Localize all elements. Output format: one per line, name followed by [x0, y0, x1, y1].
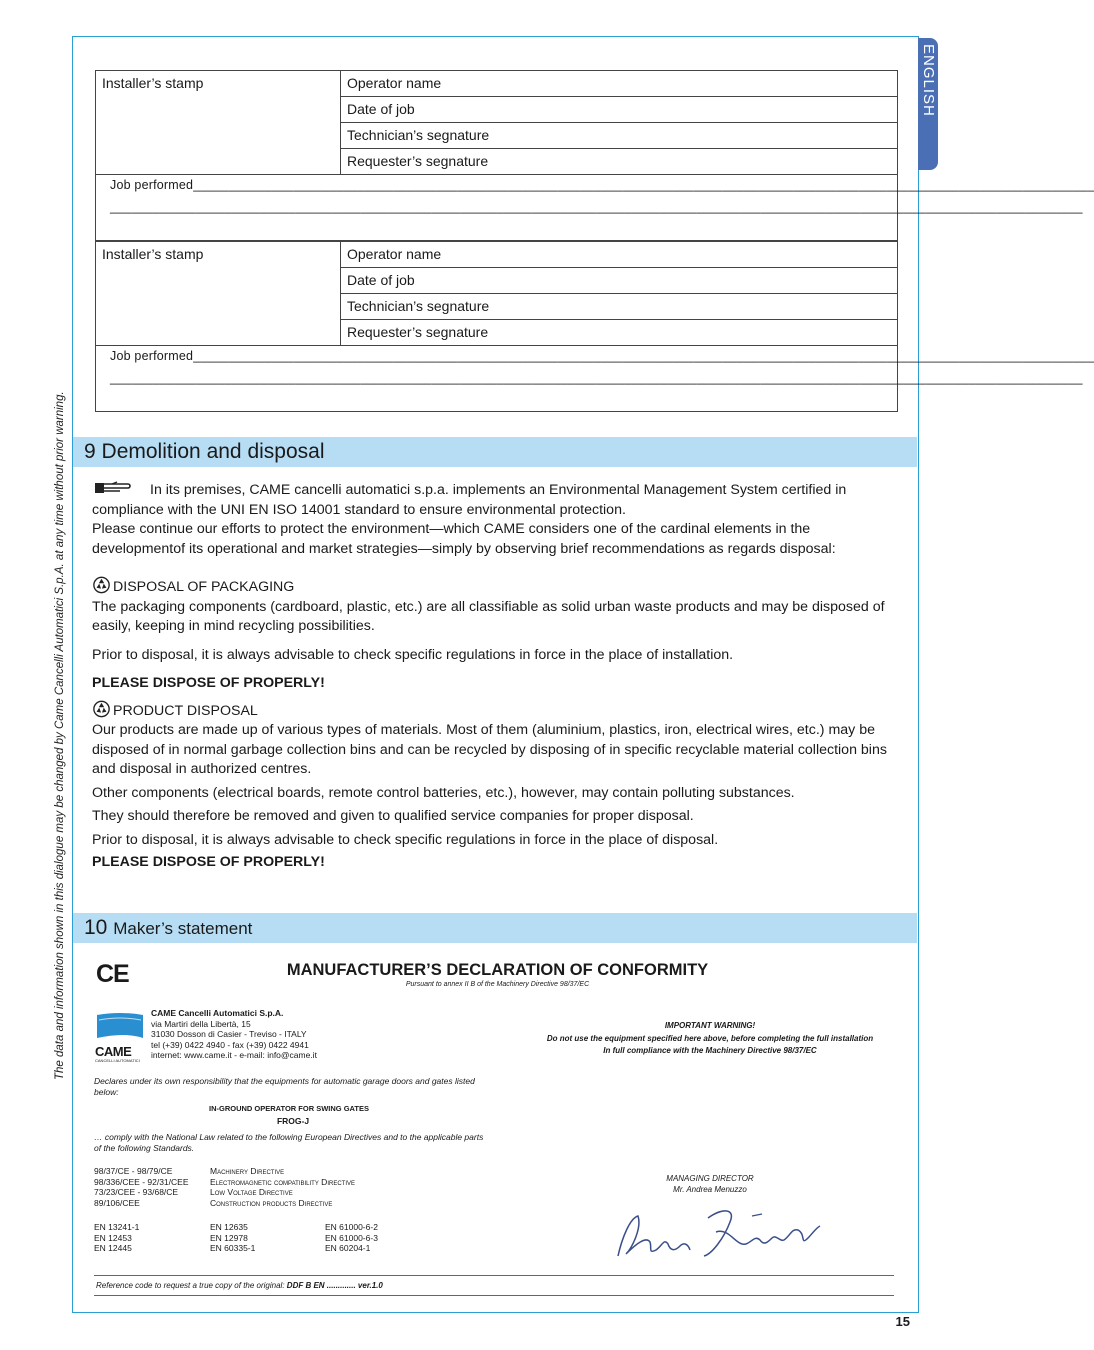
came-logo-subtext: CANCELLI AUTOMATICI: [95, 1057, 140, 1063]
directive-row: [94, 1187, 484, 1198]
job-performed-box-2[interactable]: [95, 344, 1094, 412]
recycle-icon: [92, 576, 111, 594]
product-heading-text: PRODUCT DISPOSAL: [113, 702, 258, 719]
maintenance-log-table-2: [95, 241, 898, 346]
section-9-title: Demolition and disposal: [101, 440, 325, 463]
recycle-icon: [92, 700, 111, 718]
came-logo-text: CAME: [95, 1043, 132, 1059]
company-phone: tel (+39) 0422 4940 - fax (+39) 0422 4941: [151, 1039, 309, 1050]
directive-row: [94, 1198, 484, 1209]
section-10-number: 10: [84, 916, 108, 939]
company-address-1: via Martiri della Libertà, 15: [151, 1018, 251, 1029]
job-performed-box-1[interactable]: [95, 173, 1094, 241]
directive-row: [94, 1166, 484, 1177]
standard-item: EN 12635: [210, 1222, 248, 1232]
warning-title: IMPORTANT WARNING!: [664, 1021, 756, 1030]
directive-code: 98/336/CEE - 92/31/CEE: [94, 1176, 189, 1187]
declaration-subtitle: Pursuant to annex II B of the Machinery Directive 98/37/EC: [405, 981, 590, 988]
signature: [612, 1198, 822, 1264]
came-logo: [95, 1012, 147, 1062]
intro-paragraph-2: Please continue our efforts to protect the environment—which CAME considers one of the cardinal elements in the developmentof its operational and market strategies—simply by observing brief recommendations as regards disposal:: [92, 521, 836, 557]
language-tab-label: ENGLISH: [920, 44, 937, 117]
packaging-text: The packaging components (cardboard, plastic, etc.) are all classifiable as solid urban waste products and may be disposed of easily, keeping in mind recycling possibilities.: [92, 598, 885, 634]
please-dispose-2: PLEASE DISPOSE OF PROPERLY!: [92, 854, 325, 870]
standard-item: EN 61000-6-3: [325, 1232, 378, 1243]
director-block: [610, 1174, 810, 1195]
directive-name: Construction products Directive: [210, 1197, 333, 1208]
technician-signature-field[interactable]: Technician’s segnature: [341, 123, 898, 149]
language-tab: [918, 38, 938, 170]
directives-list: [94, 1166, 484, 1208]
reference-label: Reference code to request a true copy of the original:: [96, 1281, 285, 1290]
installer-stamp-cell: Installer’s stamp: [96, 242, 341, 346]
reference-rule-bottom: [94, 1295, 894, 1296]
company-block: [151, 1008, 391, 1061]
intro-text-1: In its premises, CAME cancelli automatici s.p.a. implements an Environmental Management System certified in compliance with the UNI EN ISO 14001 standard to ensure environmental protection.: [92, 482, 847, 518]
company-name: CAME Cancelli Automatici S.p.A.: [151, 1008, 284, 1018]
side-disclaimer: The data and information shown in this dialogue may be changed by Came Cancelli Automatici S.p.A. at any time without prior warning.: [54, 391, 66, 1080]
packaging-heading: [92, 576, 900, 598]
operator-name-field[interactable]: Operator name: [341, 242, 898, 268]
intro-paragraph-1: [92, 481, 900, 520]
technician-signature-field[interactable]: Technician’s segnature: [341, 294, 898, 320]
job-performed-line: ______________________________________________________________________________________________________________________________: [193, 349, 1094, 363]
section-9-number: 9: [84, 440, 96, 463]
section-9-body: [92, 481, 900, 873]
standard-item: EN 12978: [210, 1232, 248, 1243]
ce-mark: CE: [96, 960, 129, 988]
job-performed-line-2: ________________________________________________________________________________________________________________________________________: [110, 371, 1083, 385]
job-performed-label: Job performed: [110, 178, 194, 192]
packaging-heading-text: DISPOSAL OF PACKAGING: [113, 579, 295, 595]
maintenance-log-table-1: [95, 70, 898, 175]
director-title: MANAGING DIRECTOR: [666, 1174, 754, 1183]
directive-name: Low Voltage Directive: [210, 1187, 293, 1197]
standard-item: EN 12453: [94, 1232, 132, 1243]
product-prior-text: Prior to disposal, it is always advisable to check specific regulations in force in the place of disposal.: [92, 831, 719, 848]
section-10-header: [73, 913, 917, 943]
product-removed-text: They should therefore be removed and given to qualified service companies for proper disposal.: [92, 808, 694, 824]
declaration-title: MANUFACTURER’S DECLARATION OF CONFORMITY: [286, 961, 709, 979]
standard-item: EN 60204-1: [325, 1243, 371, 1253]
operator-name-field[interactable]: Operator name: [341, 71, 898, 97]
standards-column-3: [325, 1222, 435, 1254]
date-of-job-field[interactable]: Date of job: [341, 97, 898, 123]
directive-code: 73/23/CEE - 93/68/CE: [94, 1187, 179, 1197]
job-performed-line-2: ________________________________________________________________________________________________________________________________________: [110, 200, 1083, 214]
directive-code: 89/106/CEE: [94, 1197, 140, 1208]
product-type: IN-GROUND OPERATOR FOR SWING GATES: [208, 1104, 369, 1113]
warning-line-1: Do not use the equipment specified here above, before completing the full installation: [546, 1033, 874, 1043]
requester-signature-field[interactable]: Requester’s segnature: [341, 149, 898, 175]
job-performed-label: Job performed: [110, 349, 194, 363]
product-heading: [92, 700, 900, 722]
standard-item: EN 60335-1: [210, 1243, 256, 1253]
reference-code: DDF B EN ............. ver.1.0: [286, 1281, 383, 1290]
reference-line: [96, 1281, 896, 1292]
requester-signature-field[interactable]: Requester’s segnature: [341, 320, 898, 346]
product-name: FROG-J: [276, 1116, 310, 1126]
came-logo-shape: [95, 1012, 145, 1042]
please-dispose-1: PLEASE DISPOSE OF PROPERLY!: [92, 675, 325, 691]
installer-stamp-cell: Installer’s stamp: [96, 71, 341, 175]
packaging-prior-text: Prior to disposal, it is always advisable to check specific regulations in force in the place of installation.: [92, 646, 734, 663]
declares-text: Declares under its own responsibility that the equipments for automatic garage doors and gates listed below:: [94, 1076, 475, 1097]
date-of-job-field[interactable]: Date of job: [341, 268, 898, 294]
standard-item: EN 13241-1: [94, 1222, 140, 1232]
company-address-2: 31030 Dosson di Casier - Treviso - ITALY: [151, 1029, 307, 1039]
directive-name: Machinery Directive: [210, 1166, 285, 1176]
standard-item: EN 61000-6-2: [325, 1222, 378, 1232]
standards-column-1: [94, 1222, 204, 1254]
product-text: Our products are made up of various types of materials. Most of them (aluminium, plastics, iron, electrical wires, etc.) may be disposed of in normal garbage collection bins and can be recycled by disposing of in specific recyclable material collection bins and disposal in authorized centres.: [92, 722, 887, 777]
job-performed-line: ______________________________________________________________________________________________________________________________: [193, 178, 1094, 192]
product-other-text: Other components (electrical boards, remote control batteries, etc.), however, may contain polluting substances.: [92, 784, 795, 801]
standards-column-2: [210, 1222, 320, 1254]
reference-rule-top: [94, 1275, 894, 1276]
pointing-hand-icon: [94, 481, 134, 495]
standard-item: EN 12445: [94, 1243, 132, 1253]
section-10-title: Maker’s statement: [113, 919, 253, 938]
director-name: Mr. Andrea Menuzzo: [673, 1184, 747, 1194]
directive-code: 98/37/CE - 98/79/CE: [94, 1166, 173, 1176]
directive-row: [94, 1177, 484, 1188]
page-number: 15: [895, 1314, 910, 1329]
directive-name: Electromagnetic compatibility Directive: [210, 1176, 355, 1187]
section-9-header: [73, 437, 917, 467]
company-web: internet: www.came.it - e-mail: info@came.it: [151, 1050, 317, 1060]
comply-text: … comply with the National Law related to the following European Directives and to the applicable parts of the following Standards.: [94, 1132, 484, 1153]
warning-line-2: In full compliance with the Machinery Directive 98/37/EC: [603, 1046, 817, 1055]
important-warning: [500, 1020, 920, 1058]
